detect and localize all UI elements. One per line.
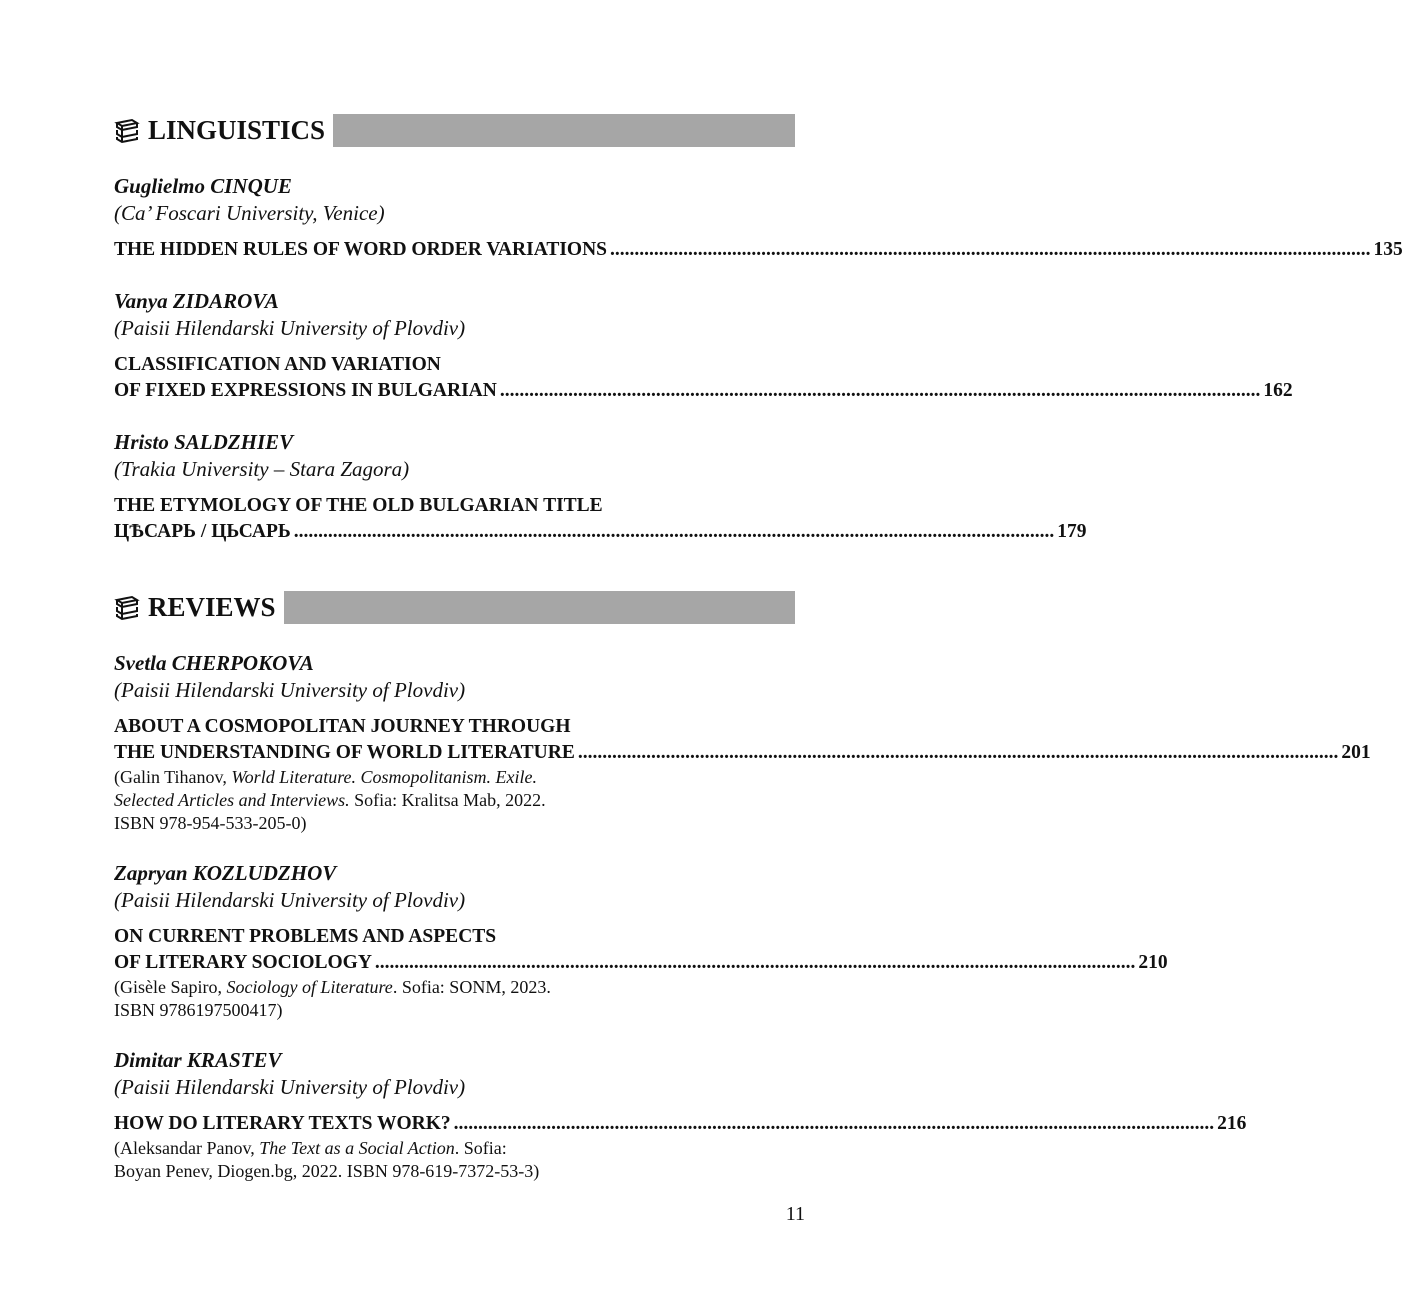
entry-title: THE UNDERSTANDING OF WORLD LITERATURE [114,742,575,763]
entry-affiliation: (Trakia University – Stara Zagora) [114,457,410,481]
entry-page-number: 135 [1373,239,1403,260]
note-text: . Sofia: SONM, 2023. [392,977,551,997]
toc-entry[interactable] [114,650,1371,835]
entry-page-number: 201 [1341,742,1371,763]
leader-dots: ............................................................................................................................................................ [610,239,1371,260]
note-text: (Galin Tihanov, [114,767,232,787]
note-book-title: Selected Articles and Interviews. [114,790,350,810]
entry-title-line [114,740,1371,766]
toc-entry[interactable] [114,173,1403,263]
review-note [114,976,795,999]
page-number: 11 [785,1203,805,1225]
entry-title-line [114,1111,1247,1137]
entry-page-number: 162 [1263,380,1293,401]
entry-author: Svetla CHERPOKOVA [114,651,314,675]
table-of-contents [114,112,1403,1183]
entry-title-line [114,950,1168,976]
entry-title: ON CURRENT PROBLEMS AND ASPECTS [114,926,497,947]
entry-title: HOW DO LITERARY TEXTS WORK? [114,1113,451,1134]
entry-page-number: 179 [1057,521,1087,542]
entry-title-line [114,378,1293,404]
entry-author: Vanya ZIDAROVA [114,289,279,313]
entry-title: CLASSIFICATION AND VARIATION [114,354,441,375]
entry-title: THE ETYMOLOGY OF THE OLD BULGARIAN TITLE [114,495,603,516]
leader-dots: ............................................................................................................................................................ [577,742,1339,763]
entry-affiliation: (Paisii Hilendarski University of Plovdiv) [114,1075,466,1099]
note-text: Sofia: Kralitsa Mab, 2022. [349,790,546,810]
section-title: LINGUISTICS [148,115,326,145]
entry-affiliation: (Paisii Hilendarski University of Plovdiv) [114,316,466,340]
section-header-reviews [114,589,795,625]
review-note [114,789,795,812]
entry-author: Zapryan KOZLUDZHOV [114,861,337,885]
books-icon [114,117,140,143]
note-text: . Sofia: [454,1138,507,1158]
toc-entry[interactable] [114,288,1293,404]
entry-title: THE HIDDEN RULES OF WORD ORDER VARIATIONS [114,239,608,260]
section-title: REVIEWS [148,592,276,622]
leader-dots: ............................................................................................................................................................ [374,952,1136,973]
entry-author: Hristo SALDZHIEV [114,430,294,454]
entry-affiliation: (Paisii Hilendarski University of Plovdiv) [114,888,466,912]
toc-entry[interactable] [114,429,1087,545]
review-note: ISBN 9786197500417) [114,1000,283,1020]
entry-title: ABOUT A COSMOPOLITAN JOURNEY THROUGH [114,716,571,737]
note-text: (Gisèle Sapiro, [114,977,227,997]
toc-entry[interactable] [114,1047,1247,1183]
leader-dots: ............................................................................................................................................................ [293,521,1055,542]
section-header-linguistics [114,112,795,148]
entry-author: Dimitar KRASTEV [114,1048,282,1072]
leader-dots: ............................................................................................................................................................ [499,380,1261,401]
review-note: Boyan Penev, Diogen.bg, 2022. ISBN 978-619-7372-53-3) [114,1161,540,1181]
note-text: (Aleksandar Panov, [114,1138,260,1158]
entry-title: OF LITERARY SOCIOLOGY [114,952,372,973]
section-bar [333,114,795,147]
entry-affiliation: (Paisii Hilendarski University of Plovdiv) [114,678,466,702]
entry-title: ЦѢСАРЬ / ЦЬСАРЬ [114,521,291,542]
note-book-title: Sociology of Literature [226,977,393,997]
section-bar [284,591,795,624]
entry-page-number: 210 [1138,952,1168,973]
review-note [114,766,795,789]
toc-entry[interactable] [114,860,1168,1022]
entry-page-number: 216 [1217,1113,1247,1134]
note-book-title: World Literature. Cosmopolitanism. Exile. [231,767,538,787]
leader-dots: ............................................................................................................................................................ [453,1113,1215,1134]
entry-title-line [114,519,1087,545]
entry-affiliation: (Ca’ Foscari University, Venice) [114,201,385,225]
note-book-title: The Text as a Social Action [259,1138,455,1158]
entry-title-line [114,237,1403,263]
entry-author: Guglielmo CINQUE [114,174,292,198]
books-icon [114,594,140,620]
review-note [114,1137,795,1160]
entry-title: OF FIXED EXPRESSIONS IN BULGARIAN [114,380,497,401]
review-note: ISBN 978-954-533-205-0) [114,813,307,833]
